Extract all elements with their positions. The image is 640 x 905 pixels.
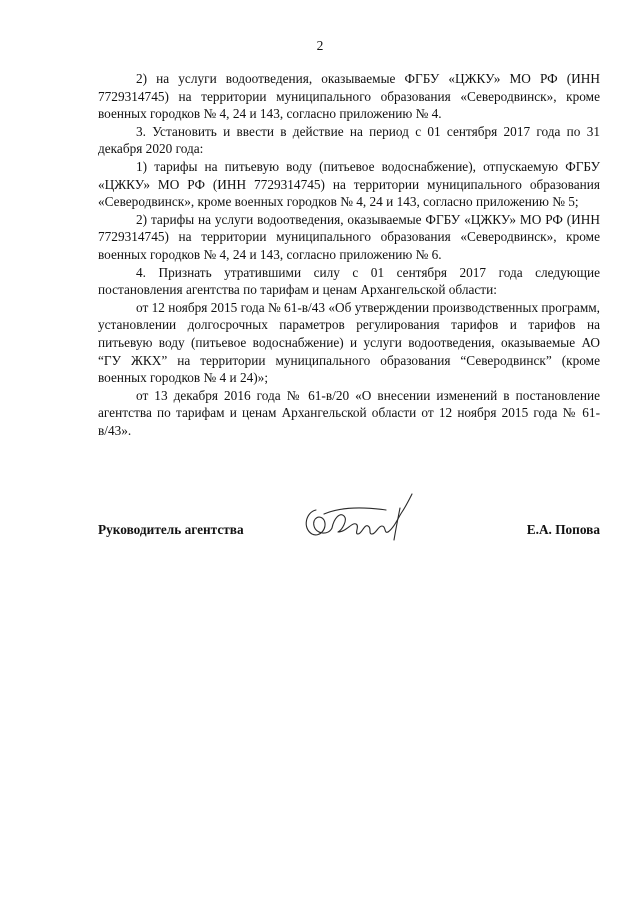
- page-number: 2: [316, 38, 324, 53]
- paragraph-sewerage-tariffs-clause-3: 2) тарифы на услуги водоотведения, оказываемые ФГБУ «ЦЖКУ» МО РФ (ИНН 7729314745) на территории муниципального образования «Северодвинск», кроме военных городков № 4, 24 и 143, согласно приложению № 6.: [98, 211, 600, 262]
- paragraph-drinking-water-tariffs: 1) тарифы на питьевую воду (питьевое водоснабжение), отпускаемую ФГБУ «ЦЖКУ» МО РФ (ИНН 7729314745) на территории муниципального образования «Северодвинск», кроме военных городков № 4, 24 и 143, согласно приложению № 5;: [98, 158, 600, 210]
- signatory-title: Руководитель агентства: [98, 522, 244, 537]
- paragraph-clause-4-intro: 4. Признать утратившими силу с 01 сентября 2017 года следующие постановления агентства по тарифам и ценам Архангельской области:: [98, 264, 600, 298]
- signatory-name: Е.А. Попова: [526, 522, 600, 537]
- paragraph-sewerage-tariffs-clause-2: 2) на услуги водоотведения, оказываемые ФГБУ «ЦЖКУ» МО РФ (ИНН 7729314745) на территории муниципального образования «Северодвинск», кроме военных городков № 4, 24 и 143, согласно приложению № 4.: [98, 71, 600, 122]
- paragraph-repealed-resolution-2: от 13 декабря 2016 года № 61-в/20 «О внесении изменений в постановление агентства по тарифам и ценам Архангельской области от 12 ноября 2015 года № 61-в/43».: [98, 387, 600, 438]
- paragraph-clause-3-intro: 3. Установить и ввести в действие на период с 01 сентября 2017 года по 31 декабря 2020 года:: [98, 123, 600, 157]
- paragraph-repealed-resolution-1: от 12 ноября 2015 года № 61-в/43 «Об утверждении производственных программ, установлении долгосрочных параметров регулирования тарифов и тарифов на питьевую воду (питьевое водоснабжение) и услуги водоотведения, оказываемые АО “ГУ ЖКХ” на территории муниципального образования “Северодвинск” (кроме военных городков № 4 и 24)»;: [98, 299, 600, 386]
- handwritten-signature: [298, 488, 428, 548]
- document-body: [98, 70, 600, 439]
